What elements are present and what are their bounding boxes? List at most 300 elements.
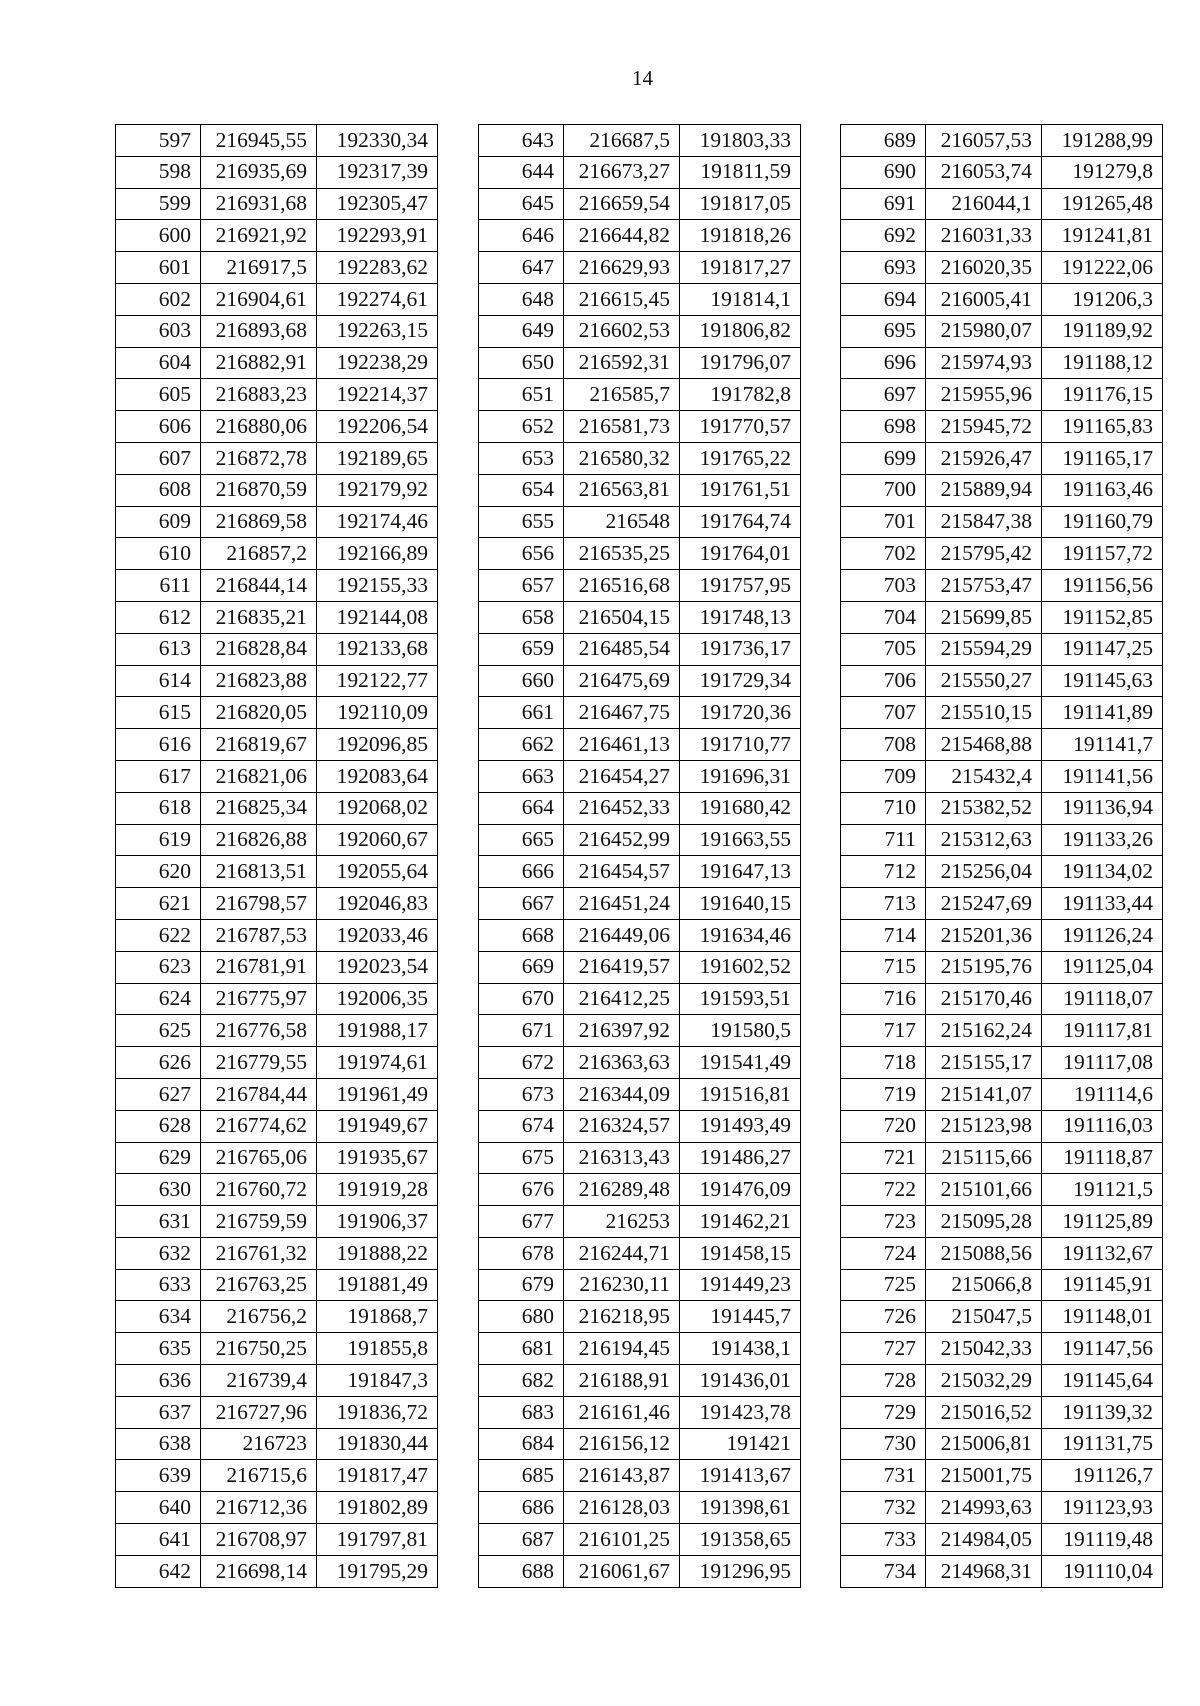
table-row	[841, 474, 1163, 506]
x-coordinate-cell: 215101,66	[926, 1174, 1042, 1206]
x-coordinate-cell: 215141,07	[926, 1078, 1042, 1110]
point-number-cell: 702	[841, 538, 926, 570]
table-row	[841, 1078, 1163, 1110]
y-coordinate-cell: 191438,1	[680, 1333, 801, 1365]
point-number-cell: 730	[841, 1428, 926, 1460]
x-coordinate-cell: 216504,15	[564, 601, 680, 633]
y-coordinate-cell: 192166,89	[317, 538, 438, 570]
table-row	[479, 570, 801, 602]
table-row	[479, 315, 801, 347]
page-number: 14	[632, 66, 653, 90]
point-number-cell: 626	[116, 1047, 201, 1079]
y-coordinate-cell: 191640,15	[680, 888, 801, 920]
table-row	[116, 315, 438, 347]
x-coordinate-cell: 216787,53	[201, 919, 317, 951]
point-number-cell: 597	[116, 125, 201, 157]
table-row	[116, 1428, 438, 1460]
x-coordinate-cell: 215312,63	[926, 824, 1042, 856]
table-row	[116, 1460, 438, 1492]
point-number-cell: 664	[479, 792, 564, 824]
y-coordinate-cell: 191160,79	[1042, 506, 1163, 538]
y-coordinate-cell: 191436,01	[680, 1365, 801, 1397]
x-coordinate-cell: 216835,21	[201, 601, 317, 633]
x-coordinate-cell: 216451,24	[564, 888, 680, 920]
y-coordinate-cell: 191795,29	[317, 1555, 438, 1587]
point-number-cell: 681	[479, 1333, 564, 1365]
point-number-cell: 611	[116, 570, 201, 602]
table-row	[479, 1301, 801, 1333]
x-coordinate-cell: 216324,57	[564, 1110, 680, 1142]
table-row	[479, 1206, 801, 1238]
y-coordinate-cell: 191770,57	[680, 411, 801, 443]
point-number-cell: 616	[116, 729, 201, 761]
x-coordinate-cell: 215432,4	[926, 760, 1042, 792]
table-row	[116, 252, 438, 284]
y-coordinate-cell: 191868,7	[317, 1301, 438, 1333]
point-number-cell: 695	[841, 315, 926, 347]
point-number-cell: 684	[479, 1428, 564, 1460]
x-coordinate-cell: 216244,71	[564, 1237, 680, 1269]
point-number-cell: 658	[479, 601, 564, 633]
table-row	[479, 347, 801, 379]
x-coordinate-cell: 216644,82	[564, 220, 680, 252]
table-row	[116, 379, 438, 411]
point-number-cell: 665	[479, 824, 564, 856]
table-row	[116, 760, 438, 792]
table-row	[841, 1269, 1163, 1301]
y-coordinate-cell: 191817,47	[317, 1460, 438, 1492]
table-row	[841, 1460, 1163, 1492]
y-coordinate-cell: 191123,93	[1042, 1492, 1163, 1524]
x-coordinate-cell: 215382,52	[926, 792, 1042, 824]
point-number-cell: 642	[116, 1555, 201, 1587]
table-row	[841, 951, 1163, 983]
table-row	[116, 888, 438, 920]
point-number-cell: 725	[841, 1269, 926, 1301]
point-number-cell: 669	[479, 951, 564, 983]
y-coordinate-cell: 192133,68	[317, 633, 438, 665]
x-coordinate-cell: 215032,29	[926, 1365, 1042, 1397]
y-coordinate-cell: 191114,6	[1042, 1078, 1163, 1110]
y-coordinate-cell: 191156,56	[1042, 570, 1163, 602]
x-coordinate-cell: 216156,12	[564, 1428, 680, 1460]
point-number-cell: 605	[116, 379, 201, 411]
x-coordinate-cell: 216828,84	[201, 633, 317, 665]
point-number-cell: 692	[841, 220, 926, 252]
y-coordinate-cell: 191486,27	[680, 1142, 801, 1174]
y-coordinate-cell: 191855,8	[317, 1333, 438, 1365]
x-coordinate-cell: 214993,63	[926, 1492, 1042, 1524]
y-coordinate-cell: 191802,89	[317, 1492, 438, 1524]
x-coordinate-cell: 216585,7	[564, 379, 680, 411]
x-coordinate-cell: 216188,91	[564, 1365, 680, 1397]
y-coordinate-cell: 191141,56	[1042, 760, 1163, 792]
x-coordinate-cell: 215889,94	[926, 474, 1042, 506]
point-number-cell: 650	[479, 347, 564, 379]
point-number-cell: 648	[479, 283, 564, 315]
y-coordinate-cell: 191118,87	[1042, 1142, 1163, 1174]
x-coordinate-cell: 216602,53	[564, 315, 680, 347]
x-coordinate-cell: 215123,98	[926, 1110, 1042, 1142]
y-coordinate-cell: 191445,7	[680, 1301, 801, 1333]
table-row	[116, 983, 438, 1015]
table-row	[841, 633, 1163, 665]
table-row	[479, 1428, 801, 1460]
x-coordinate-cell: 216516,68	[564, 570, 680, 602]
table-row	[479, 919, 801, 951]
y-coordinate-cell: 191141,7	[1042, 729, 1163, 761]
x-coordinate-cell: 215974,93	[926, 347, 1042, 379]
point-number-cell: 660	[479, 665, 564, 697]
table-row	[479, 538, 801, 570]
y-coordinate-cell: 191476,09	[680, 1174, 801, 1206]
table-row	[116, 1269, 438, 1301]
y-coordinate-cell: 191126,7	[1042, 1460, 1163, 1492]
y-coordinate-cell: 191782,8	[680, 379, 801, 411]
x-coordinate-cell: 215847,38	[926, 506, 1042, 538]
point-number-cell: 686	[479, 1492, 564, 1524]
point-number-cell: 644	[479, 156, 564, 188]
y-coordinate-cell: 191133,44	[1042, 888, 1163, 920]
y-coordinate-cell: 191449,23	[680, 1269, 801, 1301]
x-coordinate-cell: 216289,48	[564, 1174, 680, 1206]
point-number-cell: 652	[479, 411, 564, 443]
table-row	[479, 1237, 801, 1269]
x-coordinate-cell: 216880,06	[201, 411, 317, 443]
table-row	[841, 442, 1163, 474]
table-row	[841, 919, 1163, 951]
point-number-cell: 622	[116, 919, 201, 951]
y-coordinate-cell: 191720,36	[680, 697, 801, 729]
x-coordinate-cell: 216893,68	[201, 315, 317, 347]
point-number-cell: 620	[116, 856, 201, 888]
table-row	[841, 1206, 1163, 1238]
table-row	[479, 1396, 801, 1428]
point-number-cell: 733	[841, 1524, 926, 1556]
x-coordinate-cell: 215594,29	[926, 633, 1042, 665]
y-coordinate-cell: 192083,64	[317, 760, 438, 792]
y-coordinate-cell: 191147,56	[1042, 1333, 1163, 1365]
y-coordinate-cell: 191680,42	[680, 792, 801, 824]
x-coordinate-cell: 215155,17	[926, 1047, 1042, 1079]
point-number-cell: 602	[116, 283, 201, 315]
y-coordinate-cell: 191988,17	[317, 1015, 438, 1047]
point-number-cell: 696	[841, 347, 926, 379]
y-coordinate-cell: 192023,54	[317, 951, 438, 983]
point-number-cell: 703	[841, 570, 926, 602]
y-coordinate-cell: 191765,22	[680, 442, 801, 474]
coordinate-table-3	[840, 124, 1163, 1588]
x-coordinate-cell: 216128,03	[564, 1492, 680, 1524]
table-row	[479, 1269, 801, 1301]
point-number-cell: 632	[116, 1237, 201, 1269]
point-number-cell: 618	[116, 792, 201, 824]
point-number-cell: 728	[841, 1365, 926, 1397]
table-row	[479, 379, 801, 411]
y-coordinate-cell: 192293,91	[317, 220, 438, 252]
y-coordinate-cell: 191736,17	[680, 633, 801, 665]
point-number-cell: 683	[479, 1396, 564, 1428]
y-coordinate-cell: 191906,37	[317, 1206, 438, 1238]
table-row	[116, 474, 438, 506]
table-row	[841, 347, 1163, 379]
y-coordinate-cell: 191710,77	[680, 729, 801, 761]
point-number-cell: 601	[116, 252, 201, 284]
table-row	[841, 856, 1163, 888]
table-row	[841, 220, 1163, 252]
y-coordinate-cell: 191803,33	[680, 125, 801, 157]
table-row	[116, 125, 438, 157]
table-row	[116, 220, 438, 252]
table-row	[841, 888, 1163, 920]
x-coordinate-cell: 216776,58	[201, 1015, 317, 1047]
point-number-cell: 615	[116, 697, 201, 729]
y-coordinate-cell: 191145,64	[1042, 1365, 1163, 1397]
point-number-cell: 708	[841, 729, 926, 761]
table-row	[841, 760, 1163, 792]
x-coordinate-cell: 216461,13	[564, 729, 680, 761]
x-coordinate-cell: 216044,1	[926, 188, 1042, 220]
table-row	[116, 1365, 438, 1397]
y-coordinate-cell: 192110,09	[317, 697, 438, 729]
table-row	[116, 1492, 438, 1524]
table-row	[841, 1524, 1163, 1556]
x-coordinate-cell: 216057,53	[926, 125, 1042, 157]
table-row	[479, 411, 801, 443]
x-coordinate-cell: 216872,78	[201, 442, 317, 474]
x-coordinate-cell: 216857,2	[201, 538, 317, 570]
point-number-cell: 659	[479, 633, 564, 665]
x-coordinate-cell: 216230,11	[564, 1269, 680, 1301]
table-row	[841, 1396, 1163, 1428]
x-coordinate-cell: 215162,24	[926, 1015, 1042, 1047]
x-coordinate-cell: 216904,61	[201, 283, 317, 315]
y-coordinate-cell: 191288,99	[1042, 125, 1163, 157]
x-coordinate-cell: 216659,54	[564, 188, 680, 220]
x-coordinate-cell: 216708,97	[201, 1524, 317, 1556]
x-coordinate-cell: 215201,36	[926, 919, 1042, 951]
point-number-cell: 624	[116, 983, 201, 1015]
x-coordinate-cell: 216218,95	[564, 1301, 680, 1333]
y-coordinate-cell: 191949,67	[317, 1110, 438, 1142]
y-coordinate-cell: 191222,06	[1042, 252, 1163, 284]
point-number-cell: 691	[841, 188, 926, 220]
x-coordinate-cell: 216143,87	[564, 1460, 680, 1492]
point-number-cell: 661	[479, 697, 564, 729]
x-coordinate-cell: 216452,99	[564, 824, 680, 856]
y-coordinate-cell: 191141,89	[1042, 697, 1163, 729]
table-row	[479, 697, 801, 729]
y-coordinate-cell: 191116,03	[1042, 1110, 1163, 1142]
y-coordinate-cell: 191764,74	[680, 506, 801, 538]
y-coordinate-cell: 191935,67	[317, 1142, 438, 1174]
table-row	[841, 729, 1163, 761]
point-number-cell: 705	[841, 633, 926, 665]
point-number-cell: 608	[116, 474, 201, 506]
table-row	[116, 1524, 438, 1556]
point-number-cell: 678	[479, 1237, 564, 1269]
point-number-cell: 685	[479, 1460, 564, 1492]
point-number-cell: 634	[116, 1301, 201, 1333]
y-coordinate-cell: 191602,52	[680, 951, 801, 983]
point-number-cell: 631	[116, 1206, 201, 1238]
point-number-cell: 600	[116, 220, 201, 252]
point-number-cell: 699	[841, 442, 926, 474]
table-row	[479, 665, 801, 697]
y-coordinate-cell: 191131,75	[1042, 1428, 1163, 1460]
x-coordinate-cell: 216821,06	[201, 760, 317, 792]
y-coordinate-cell: 191117,81	[1042, 1015, 1163, 1047]
x-coordinate-cell: 215115,66	[926, 1142, 1042, 1174]
y-coordinate-cell: 192283,62	[317, 252, 438, 284]
point-number-cell: 628	[116, 1110, 201, 1142]
point-number-cell: 638	[116, 1428, 201, 1460]
table-row	[116, 442, 438, 474]
table-row	[116, 1206, 438, 1238]
y-coordinate-cell: 191206,3	[1042, 283, 1163, 315]
x-coordinate-cell: 214968,31	[926, 1555, 1042, 1587]
point-number-cell: 721	[841, 1142, 926, 1174]
point-number-cell: 679	[479, 1269, 564, 1301]
x-coordinate-cell: 215195,76	[926, 951, 1042, 983]
table-row	[116, 188, 438, 220]
x-coordinate-cell: 216945,55	[201, 125, 317, 157]
table-row	[841, 506, 1163, 538]
table-row	[116, 1555, 438, 1587]
x-coordinate-cell: 216715,6	[201, 1460, 317, 1492]
point-number-cell: 704	[841, 601, 926, 633]
point-number-cell: 727	[841, 1333, 926, 1365]
point-number-cell: 709	[841, 760, 926, 792]
table-row	[116, 792, 438, 824]
point-number-cell: 623	[116, 951, 201, 983]
point-number-cell: 625	[116, 1015, 201, 1047]
y-coordinate-cell: 191176,15	[1042, 379, 1163, 411]
x-coordinate-cell: 216061,67	[564, 1555, 680, 1587]
point-number-cell: 639	[116, 1460, 201, 1492]
table-row	[841, 983, 1163, 1015]
table-row	[841, 379, 1163, 411]
point-number-cell: 614	[116, 665, 201, 697]
point-number-cell: 707	[841, 697, 926, 729]
x-coordinate-cell: 216615,45	[564, 283, 680, 315]
point-number-cell: 717	[841, 1015, 926, 1047]
x-coordinate-cell: 215510,15	[926, 697, 1042, 729]
point-number-cell: 617	[116, 760, 201, 792]
y-coordinate-cell: 191145,91	[1042, 1269, 1163, 1301]
table-row	[116, 1015, 438, 1047]
point-number-cell: 723	[841, 1206, 926, 1238]
x-coordinate-cell: 215753,47	[926, 570, 1042, 602]
y-coordinate-cell: 191493,49	[680, 1110, 801, 1142]
x-coordinate-cell: 216548	[564, 506, 680, 538]
x-coordinate-cell: 215042,33	[926, 1333, 1042, 1365]
y-coordinate-cell: 191458,15	[680, 1237, 801, 1269]
y-coordinate-cell: 192274,61	[317, 283, 438, 315]
point-number-cell: 693	[841, 252, 926, 284]
table-row	[841, 1110, 1163, 1142]
point-number-cell: 666	[479, 856, 564, 888]
table-row	[841, 601, 1163, 633]
y-coordinate-cell: 192096,85	[317, 729, 438, 761]
y-coordinate-cell: 191974,61	[317, 1047, 438, 1079]
y-coordinate-cell: 191296,95	[680, 1555, 801, 1587]
y-coordinate-cell: 191117,08	[1042, 1047, 1163, 1079]
x-coordinate-cell: 216313,43	[564, 1142, 680, 1174]
table-row	[116, 570, 438, 602]
y-coordinate-cell: 191814,1	[680, 283, 801, 315]
point-number-cell: 682	[479, 1365, 564, 1397]
table-row	[116, 729, 438, 761]
y-coordinate-cell: 192189,65	[317, 442, 438, 474]
point-number-cell: 636	[116, 1365, 201, 1397]
table-row	[116, 1110, 438, 1142]
point-number-cell: 613	[116, 633, 201, 665]
point-number-cell: 654	[479, 474, 564, 506]
x-coordinate-cell: 216765,06	[201, 1142, 317, 1174]
point-number-cell: 657	[479, 570, 564, 602]
table-row	[841, 1301, 1163, 1333]
table-row	[479, 506, 801, 538]
x-coordinate-cell: 216629,93	[564, 252, 680, 284]
table-row	[841, 1174, 1163, 1206]
table-row	[479, 1174, 801, 1206]
y-coordinate-cell: 191157,72	[1042, 538, 1163, 570]
table-row	[479, 792, 801, 824]
y-coordinate-cell: 191148,01	[1042, 1301, 1163, 1333]
table-row	[479, 983, 801, 1015]
y-coordinate-cell: 191126,24	[1042, 919, 1163, 951]
table-row	[479, 824, 801, 856]
point-number-cell: 719	[841, 1078, 926, 1110]
table-row	[116, 506, 438, 538]
x-coordinate-cell: 216592,31	[564, 347, 680, 379]
point-number-cell: 698	[841, 411, 926, 443]
point-number-cell: 706	[841, 665, 926, 697]
y-coordinate-cell: 191541,49	[680, 1047, 801, 1079]
table-row	[116, 951, 438, 983]
table-row	[116, 1078, 438, 1110]
x-coordinate-cell: 216763,25	[201, 1269, 317, 1301]
x-coordinate-cell: 216779,55	[201, 1047, 317, 1079]
point-number-cell: 670	[479, 983, 564, 1015]
x-coordinate-cell: 216759,59	[201, 1206, 317, 1238]
y-coordinate-cell: 192330,34	[317, 125, 438, 157]
x-coordinate-cell: 216775,97	[201, 983, 317, 1015]
x-coordinate-cell: 215088,56	[926, 1237, 1042, 1269]
y-coordinate-cell: 192033,46	[317, 919, 438, 951]
point-number-cell: 668	[479, 919, 564, 951]
x-coordinate-cell: 216727,96	[201, 1396, 317, 1428]
x-coordinate-cell: 216931,68	[201, 188, 317, 220]
y-coordinate-cell: 191462,21	[680, 1206, 801, 1238]
table-row	[841, 252, 1163, 284]
x-coordinate-cell: 215047,5	[926, 1301, 1042, 1333]
point-number-cell: 598	[116, 156, 201, 188]
point-number-cell: 700	[841, 474, 926, 506]
y-coordinate-cell: 191847,3	[317, 1365, 438, 1397]
y-coordinate-cell: 191761,51	[680, 474, 801, 506]
x-coordinate-cell: 216194,45	[564, 1333, 680, 1365]
x-coordinate-cell: 215006,81	[926, 1428, 1042, 1460]
x-coordinate-cell: 215699,85	[926, 601, 1042, 633]
point-number-cell: 655	[479, 506, 564, 538]
x-coordinate-cell: 216363,63	[564, 1047, 680, 1079]
x-coordinate-cell: 216825,34	[201, 792, 317, 824]
x-coordinate-cell: 215980,07	[926, 315, 1042, 347]
point-number-cell: 606	[116, 411, 201, 443]
table-row	[116, 156, 438, 188]
